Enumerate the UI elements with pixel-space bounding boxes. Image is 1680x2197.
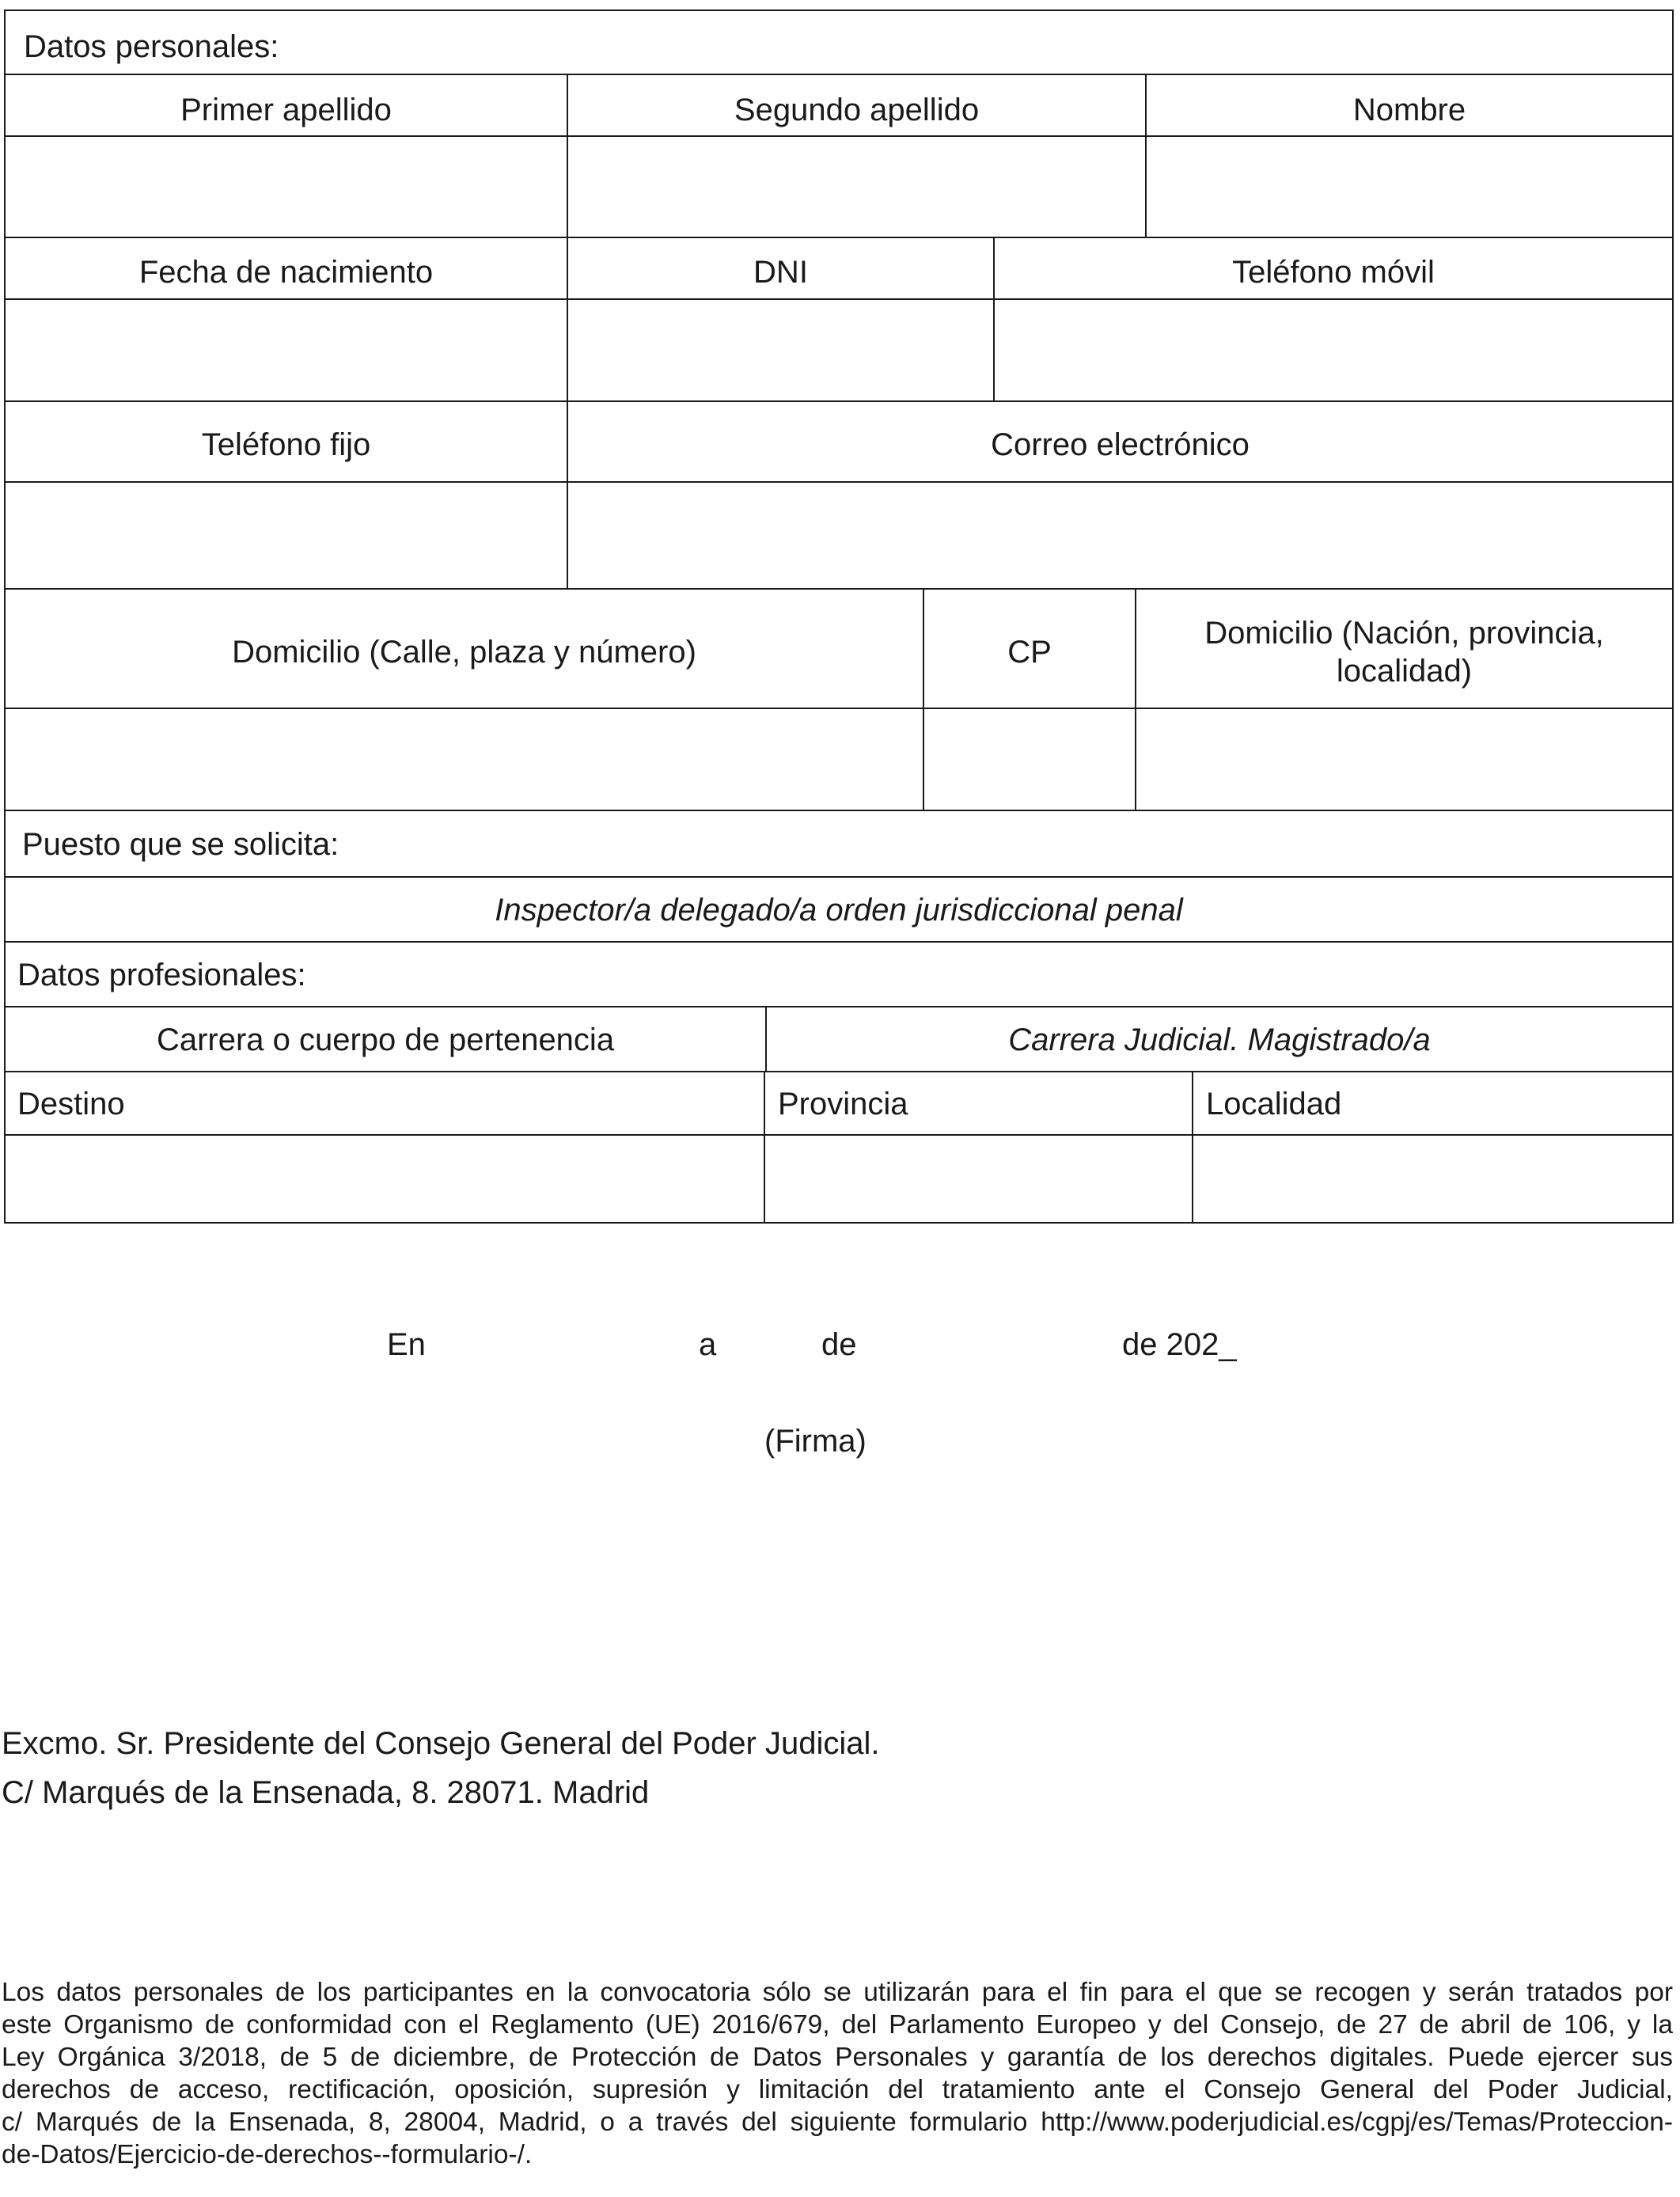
telefono-fijo-field[interactable] — [4, 481, 568, 590]
localidad-label: Localidad — [1206, 1087, 1342, 1121]
provincia-label: Provincia — [778, 1087, 908, 1121]
correo-label: Correo electrónico — [991, 427, 1250, 462]
month-de-label: de — [821, 1327, 857, 1362]
addressee-line2: C/ Marqués de la Ensenada, 8. 28071. Madrid — [2, 1775, 650, 1810]
localidad-field[interactable] — [1192, 1134, 1674, 1224]
puesto-value: Inspector/a delegado/a orden jurisdiccional penal — [495, 893, 1183, 928]
segundo-apellido-label: Segundo apellido — [734, 93, 980, 127]
nombre-label: Nombre — [1352, 93, 1466, 127]
firma-label: (Firma) — [764, 1424, 867, 1459]
year-de-label: de 202_ — [1122, 1327, 1237, 1362]
correo-field[interactable] — [567, 481, 1674, 590]
primer-apellido-label: Primer apellido — [180, 93, 392, 127]
cp-label: CP — [1007, 635, 1052, 670]
puesto-title: Puesto que se solicita: — [22, 827, 339, 862]
domicilio-calle-label: Domicilio (Calle, plaza y número) — [232, 635, 696, 670]
addressee-line1: Excmo. Sr. Presidente del Consejo General del Poder Judicial. — [2, 1726, 880, 1761]
primer-apellido-field[interactable] — [4, 135, 568, 238]
carrera-value: Carrera Judicial. Magistrado/a — [1008, 1023, 1431, 1057]
telefono-fijo-label: Teléfono fijo — [201, 427, 371, 462]
telefono-movil-label: Teléfono móvil — [1232, 255, 1435, 290]
carrera-label: Carrera o cuerpo de pertenencia — [156, 1023, 615, 1057]
fecha-nacimiento-field[interactable] — [4, 298, 568, 402]
provincia-field[interactable] — [764, 1134, 1193, 1224]
privacy-line: c/ Marqués de la Ensenada, 8, 28004, Madrid, o a través del siguiente formulario http://www.poderjudicial.es/cgpj/es/Temas/Proteccion- — [2, 2108, 1673, 2137]
domicilio-calle-field[interactable] — [4, 708, 924, 811]
dni-field[interactable] — [567, 298, 995, 402]
fecha-nacimiento-label: Fecha de nacimiento — [138, 255, 434, 290]
profesional-title: Datos profesionales: — [17, 958, 306, 992]
dni-label: DNI — [753, 255, 808, 290]
day-a-label: a — [699, 1327, 717, 1362]
destino-label: Destino — [17, 1087, 125, 1121]
domicilio-nacion-label-line2: localidad) — [1336, 654, 1473, 689]
domicilio-nacion-label-line1: Domicilio (Nación, provincia, — [1204, 616, 1604, 651]
privacy-line: Los datos personales de los participantes en la convocatoria sólo se utilizarán para el fin para el que se recogen y serán tratados por — [2, 1978, 1673, 2007]
segundo-apellido-field[interactable] — [567, 135, 1147, 238]
destino-field[interactable] — [4, 1134, 765, 1224]
telefono-movil-field[interactable] — [993, 298, 1674, 402]
personal-data-title: Datos personales: — [24, 29, 279, 64]
privacy-line: derechos de acceso, rectificación, oposición, supresión y limitación del tratamiento ante el Consejo General del Poder Judicial, — [2, 2075, 1673, 2104]
privacy-line: este Organismo de conformidad con el Reglamento (UE) 2016/679, del Parlamento Europeo y del Consejo, de 27 de abril de 106, y la — [2, 2010, 1673, 2040]
privacy-line: Ley Orgánica 3/2018, de 5 de diciembre, de Protección de Datos Personales y garantía de los derechos digitales. Puede ejercer sus — [2, 2043, 1673, 2072]
nombre-field[interactable] — [1145, 135, 1674, 238]
domicilio-nacion-field[interactable] — [1135, 708, 1674, 811]
privacy-notice — [2, 1976, 1673, 2171]
place-en-label: En — [387, 1327, 426, 1362]
privacy-line: de-Datos/Ejercicio-de-derechos--formulario-/. — [2, 2140, 533, 2169]
cp-field[interactable] — [923, 708, 1136, 811]
